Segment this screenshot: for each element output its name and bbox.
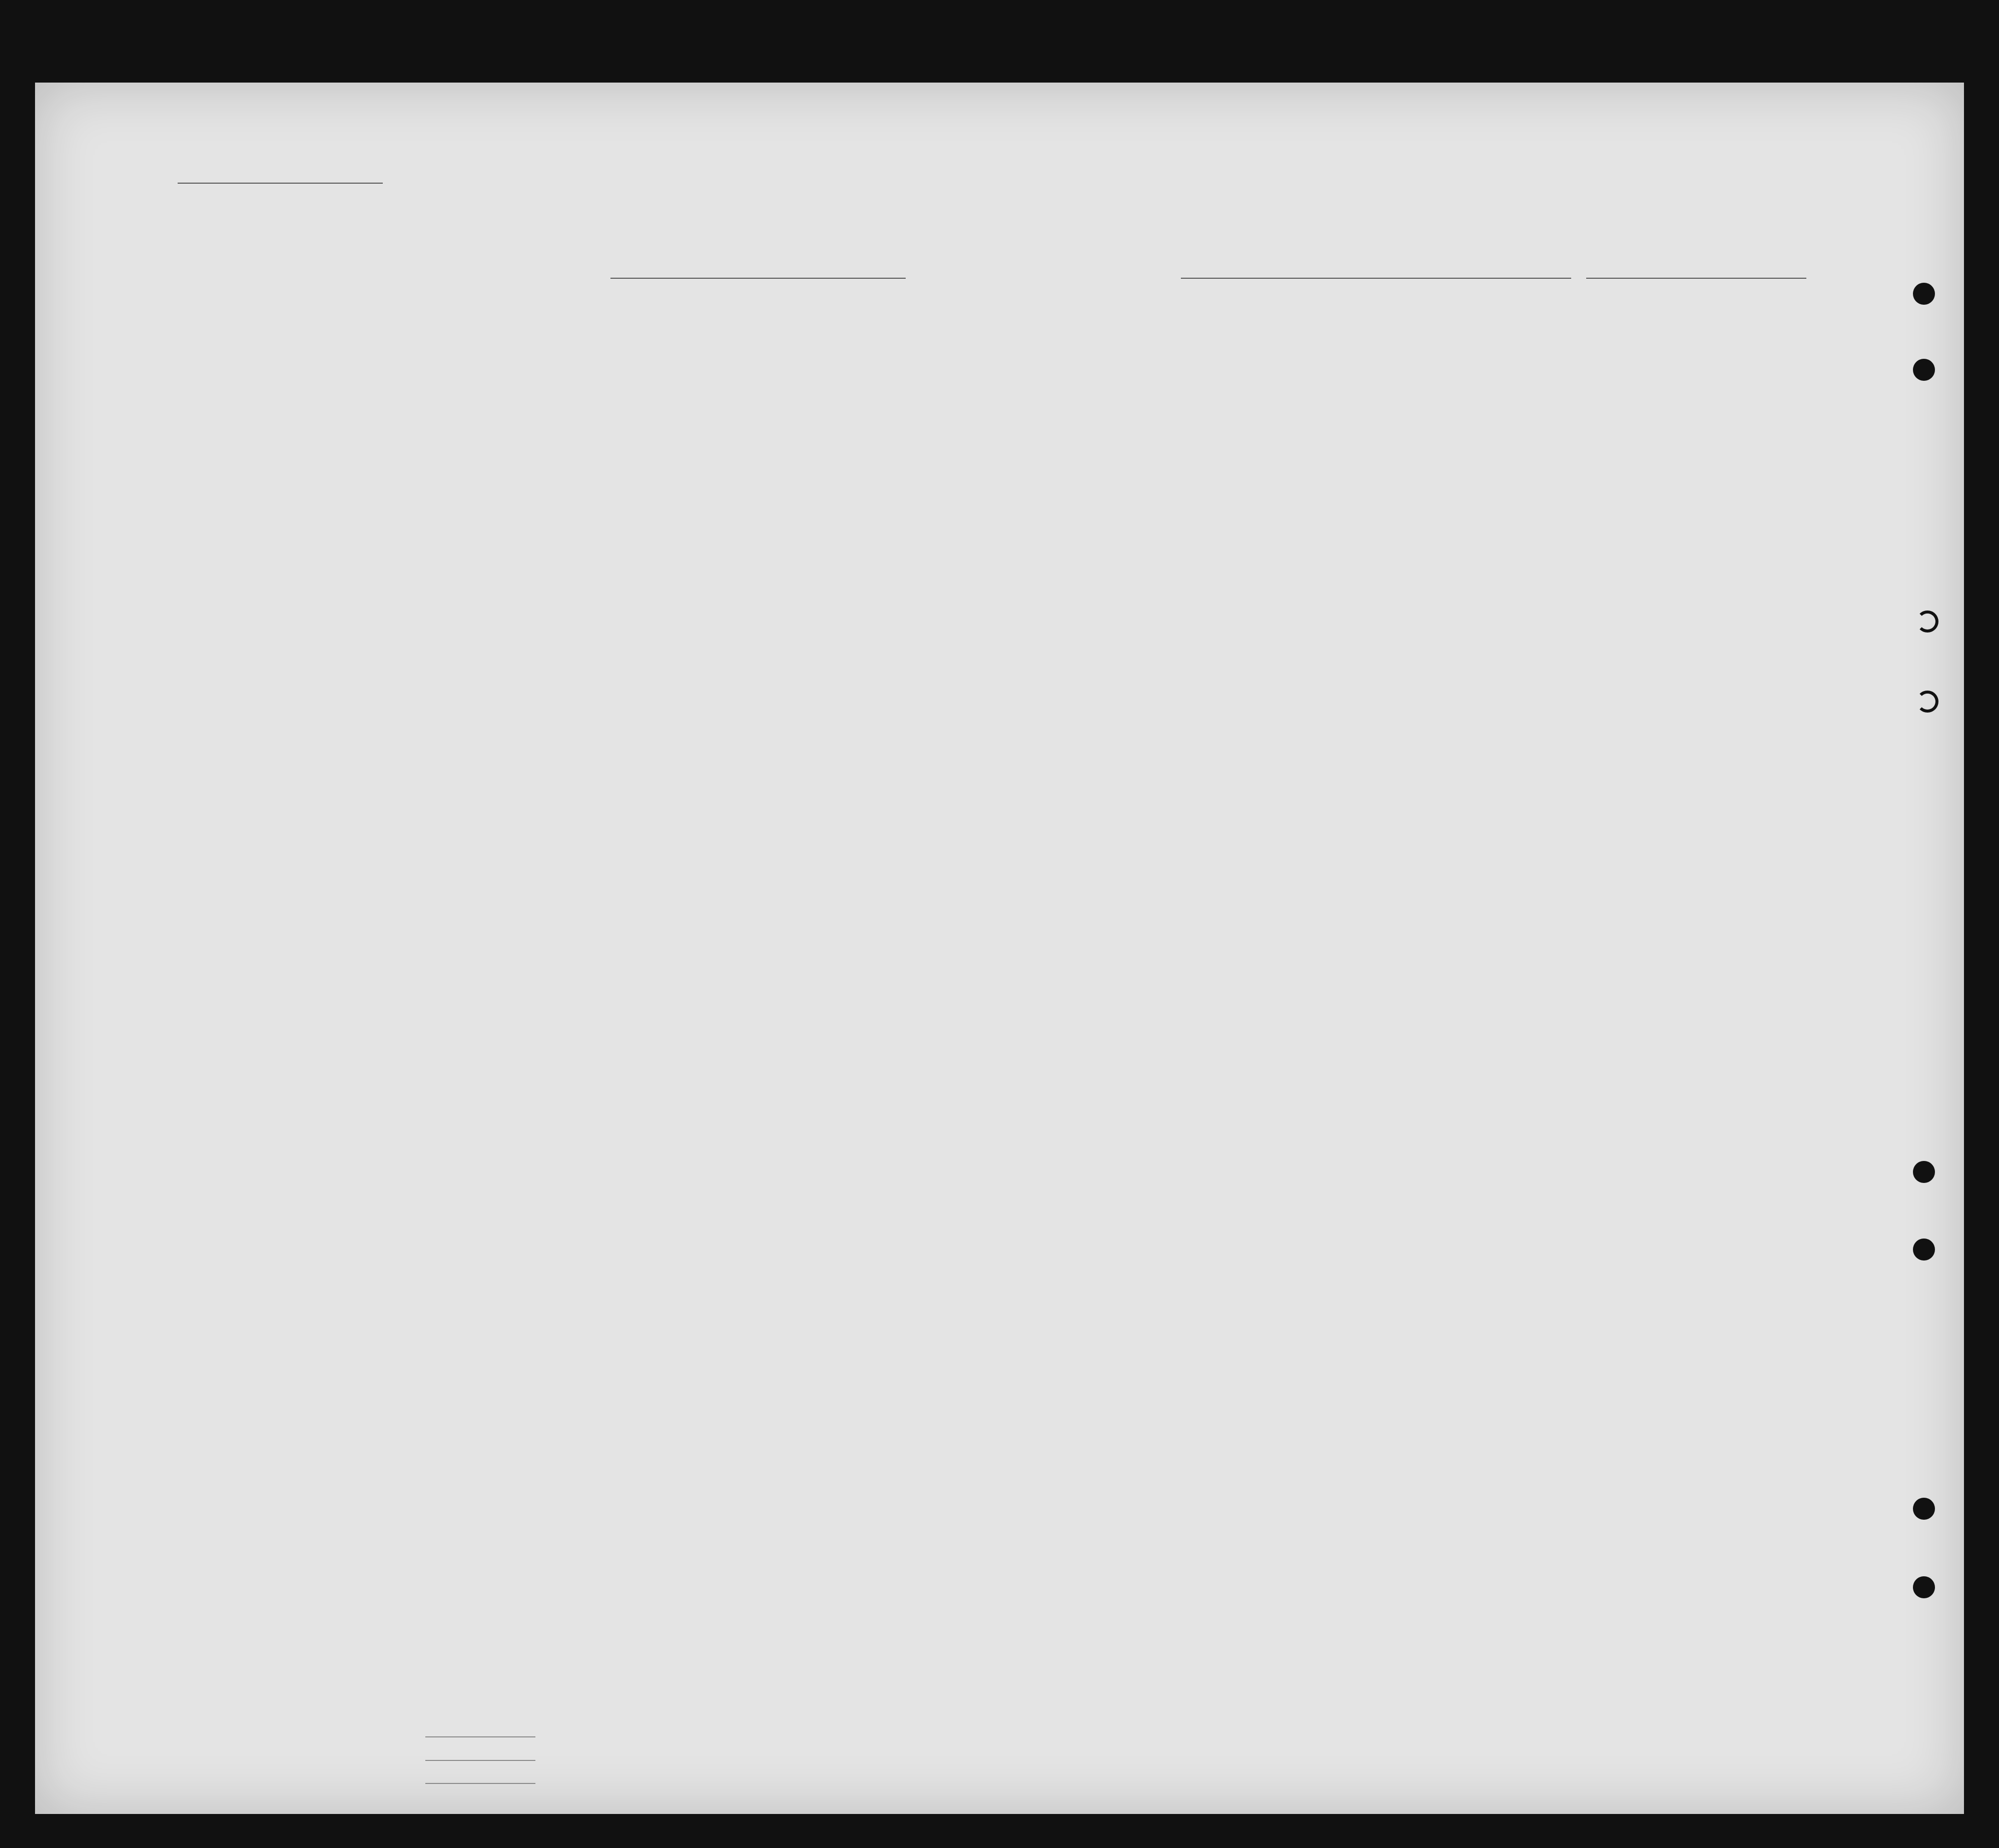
binder-hole [1913, 283, 1935, 305]
manifest-sheet [35, 83, 1964, 1814]
list-underline [178, 183, 383, 184]
binder-hole [1916, 610, 1938, 633]
date-underline [1586, 278, 1806, 279]
binder-hole [1913, 1161, 1935, 1183]
binder-hole [1913, 359, 1935, 381]
binder-hole [1913, 1498, 1935, 1520]
total-line [425, 1736, 535, 1737]
binder-hole [1913, 1239, 1935, 1261]
aliens-line [425, 1783, 535, 1784]
from-underline [1181, 278, 1571, 279]
binder-hole [1916, 691, 1938, 713]
binder-hole [1913, 1576, 1935, 1598]
citizens-line [425, 1760, 535, 1761]
ship-underline [610, 278, 906, 279]
